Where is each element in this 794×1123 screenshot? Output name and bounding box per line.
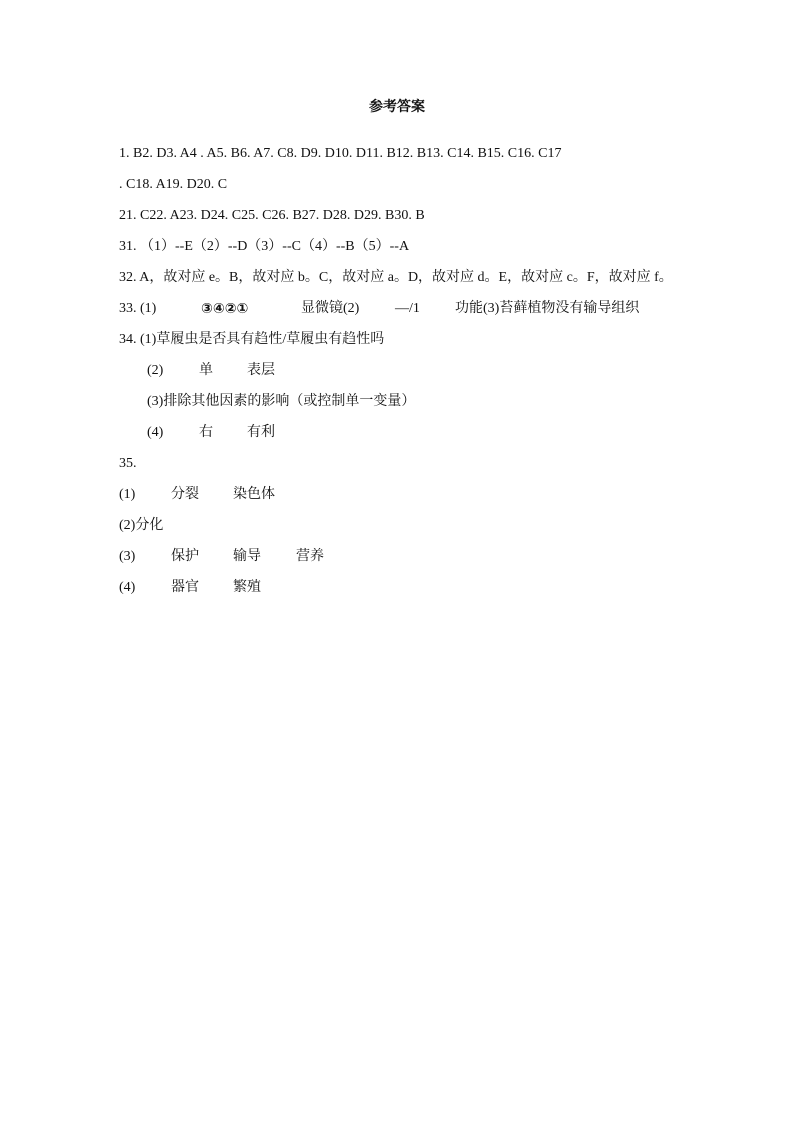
q35-part4-answer-a: 器官 [171, 580, 199, 595]
q35-part4-label: (4) [119, 580, 136, 595]
q35-part1-answer-b: 染色体 [233, 487, 275, 502]
q34-part4-answer-b: 有利 [247, 425, 275, 440]
q35-part3-label: (3) [119, 549, 136, 564]
q34-part1: 34. (1)草履虫是否具有趋性/草履虫有趋性吗 [119, 332, 385, 347]
q34-part2-answer-a: 单 [199, 363, 213, 378]
q35-part4-answer-b: 繁殖 [233, 580, 261, 595]
q34-part2-label: (2) [147, 363, 164, 378]
q34-part4-label: (4) [147, 425, 164, 440]
answers-21-30: 21. C22. A23. D24. C25. C26. B27. D28. D29. B30. B [119, 208, 425, 223]
answer-32: 32. A，故对应 e。B，故对应 b。C，故对应 a。D，故对应 d。E，故对应 c。F，故对应 f。 [119, 270, 673, 285]
q34-part3: (3)排除其他因素的影响（或控制单一变量） [147, 394, 416, 409]
q35-part1-label: (1) [119, 487, 136, 502]
q35-number: 35. [119, 456, 137, 471]
q34-part4-answer-a: 右 [199, 425, 213, 440]
answers-17-20: . C18. A19. D20. C [119, 177, 228, 192]
q33-answer-microscope: 显微镜(2) [301, 301, 360, 316]
q34-part2-answer-b: 表层 [247, 363, 275, 378]
page-title: 参考答案 [369, 100, 425, 115]
q33-answer-function: 功能(3)苔藓植物没有输导组织 [455, 301, 640, 316]
q33-number: 33. (1) [119, 301, 157, 316]
q35-part1-answer-a: 分裂 [171, 487, 199, 502]
q33-answer-ratio: —/1 [395, 301, 420, 316]
answer-31: 31. （1）--E（2）--D（3）--C（4）--B（5）--A [119, 239, 410, 254]
q35-part2: (2)分化 [119, 518, 164, 533]
q35-part3-answer-a: 保护 [171, 549, 199, 564]
q33-order: ③④②① [201, 301, 249, 317]
q35-part3-answer-b: 输导 [233, 549, 261, 564]
answers-1-17: 1. B2. D3. A4 . A5. B6. A7. C8. D9. D10. D11. B12. B13. C14. B15. C16. C17 [119, 146, 562, 161]
q35-part3-answer-c: 营养 [296, 549, 324, 564]
